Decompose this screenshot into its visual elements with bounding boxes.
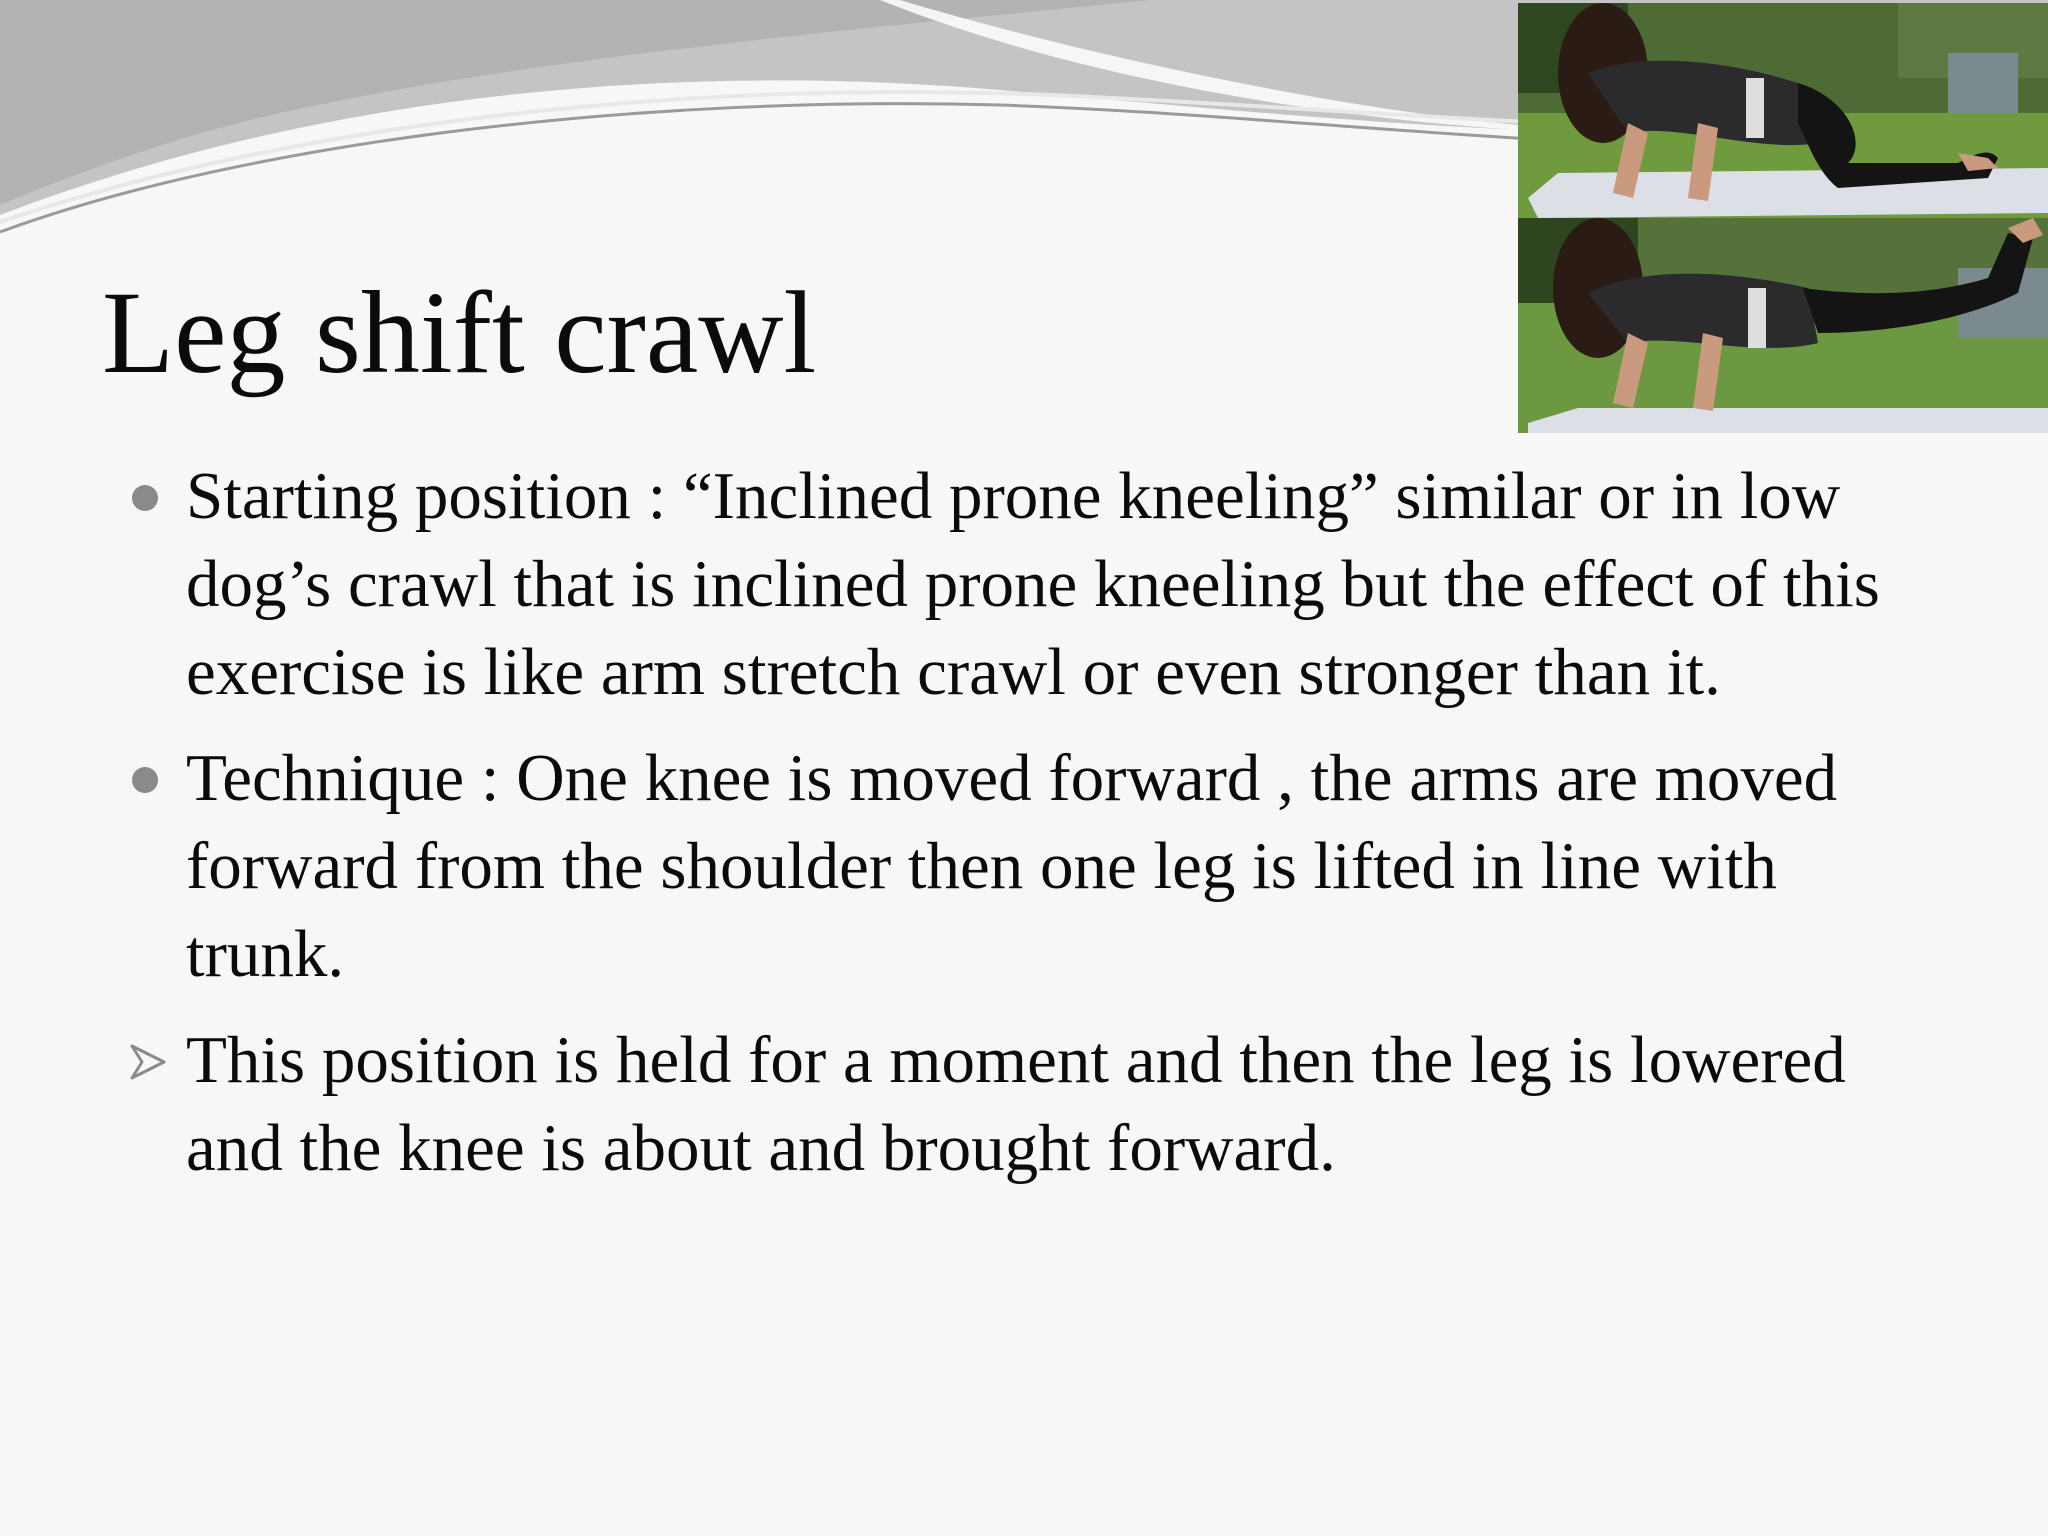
bullet-item-hold (118, 1016, 1918, 1192)
bullet-text: Starting position : “Inclined prone kneeling” similar or in low dog’s crawl that is inclined prone kneeling but the effect of this exercise is like arm stretch crawl or even stronger than it. (186, 459, 1880, 709)
exercise-photo (1518, 3, 2048, 433)
arrow-icon (126, 1040, 170, 1084)
bullet-item-technique (118, 734, 1918, 998)
bullet-text: This position is held for a moment and then the leg is lowered and the knee is about and brought forward. (186, 1023, 1846, 1185)
dot-icon (132, 485, 158, 511)
slide-title: Leg shift crawl (102, 267, 817, 398)
bullet-text: Technique : One knee is moved forward , the arms are moved forward from the shoulder then one leg is lifted in line with trunk. (186, 741, 1838, 991)
bullet-list (118, 452, 1918, 1210)
dot-icon (132, 767, 158, 793)
bullet-item-starting-position (118, 452, 1918, 716)
